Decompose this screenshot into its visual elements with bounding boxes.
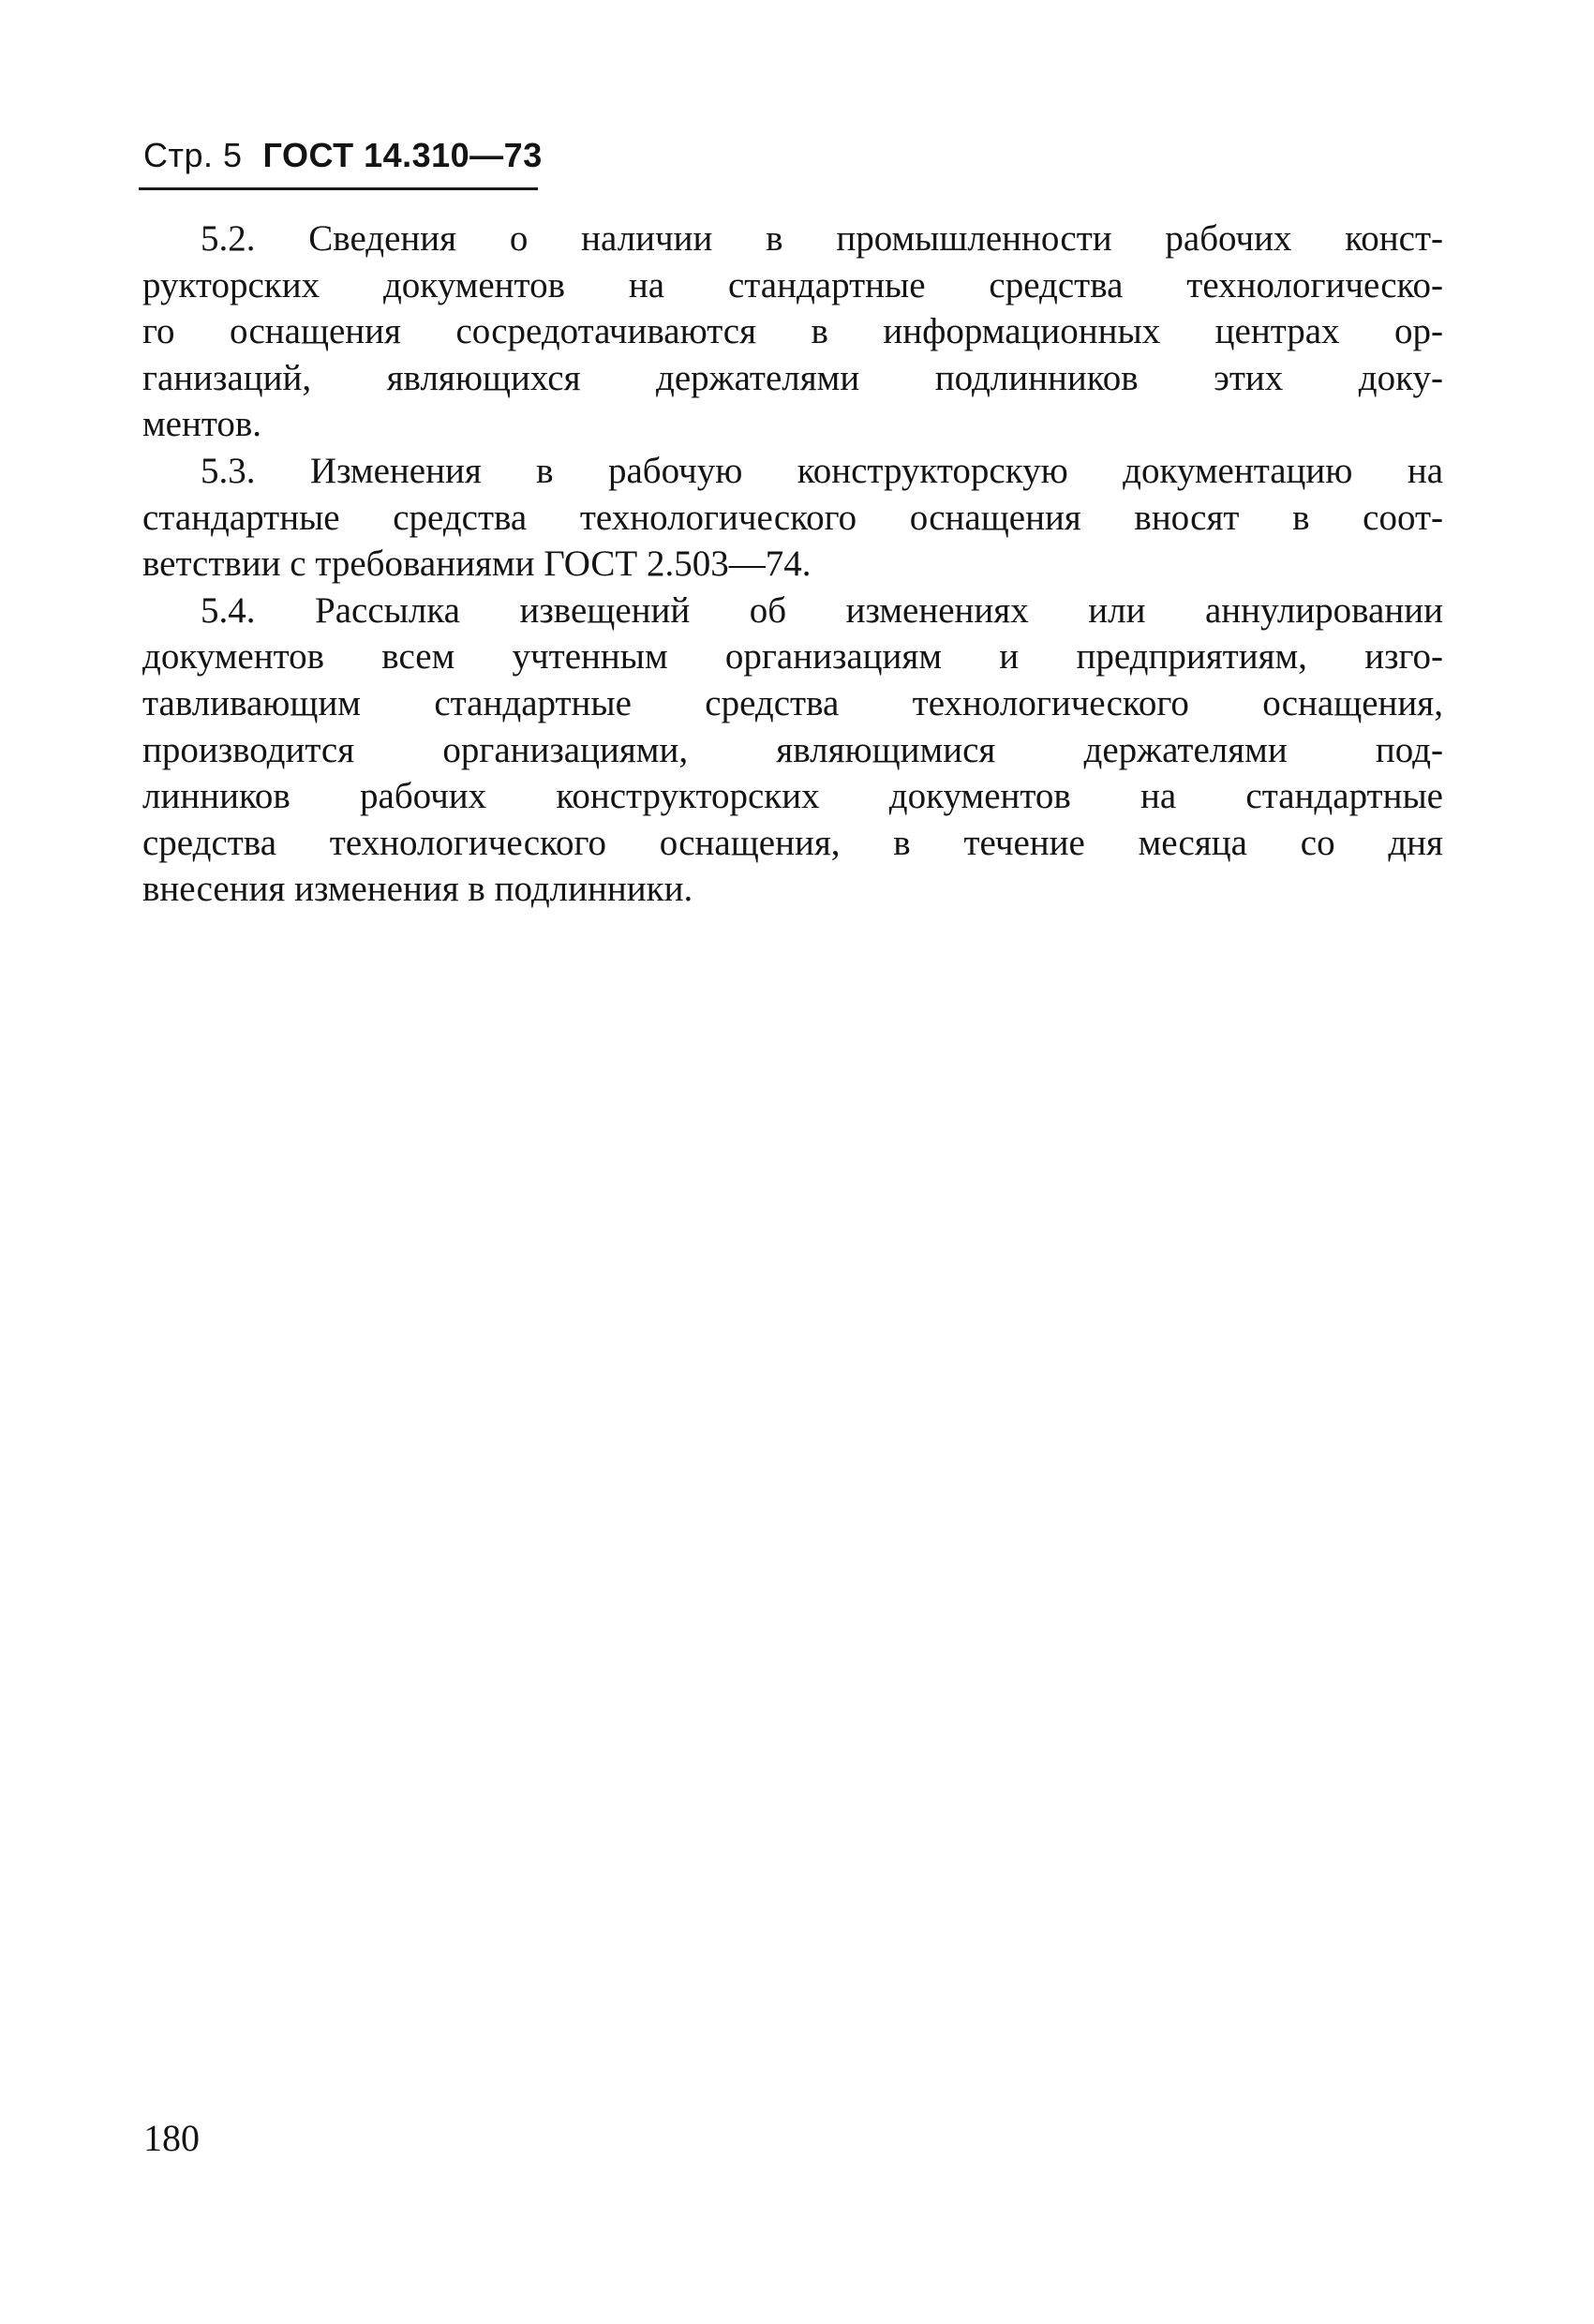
paragraph-5-2 xyxy=(142,216,1443,448)
text-line: 5.3. Изменения в рабочую конструкторскую документацию на xyxy=(201,450,1443,491)
text-line: ганизаций, являющихся держателями подлинников этих доку- xyxy=(142,357,1443,398)
paragraph-5-4 xyxy=(142,588,1443,913)
page-number: 180 xyxy=(143,2117,200,2159)
standard-code: ГОСТ 14.310—73 xyxy=(262,136,543,174)
text-line: тавливающим стандартные средства технологического оснащения, xyxy=(142,682,1443,723)
header-rule xyxy=(139,187,538,190)
text-line: стандартные средства технологического оснащения вносят в соот- xyxy=(142,497,1443,538)
text-line: рукторских документов на стандартные средства технологическо- xyxy=(142,264,1443,305)
body-text xyxy=(142,216,1443,913)
text-line: ветствии с требованиями ГОСТ 2.503—74. xyxy=(142,544,812,585)
text-line: внесения изменения в подлинники. xyxy=(142,869,693,910)
text-line: средства технологического оснащения, в течение месяца со дня xyxy=(142,822,1443,863)
page-label: Стр. 5 xyxy=(143,136,243,174)
paragraph-5-3 xyxy=(142,448,1443,588)
text-line: 5.2. Сведения о наличии в промышленности рабочих конст- xyxy=(201,218,1443,259)
text-line: линников рабочих конструкторских документов на стандартные xyxy=(142,776,1443,817)
text-line: документов всем учтенным организациям и предприятиям, изго- xyxy=(142,636,1443,678)
text-line: ментов. xyxy=(142,404,262,445)
text-line: го оснащения сосредотачиваются в информационных центрах ор- xyxy=(142,311,1443,352)
text-line: 5.4. Рассылка извещений об изменениях или аннулировании xyxy=(201,589,1443,631)
running-head xyxy=(143,135,543,176)
text-line: производится организациями, являющимися держателями под- xyxy=(142,729,1443,770)
